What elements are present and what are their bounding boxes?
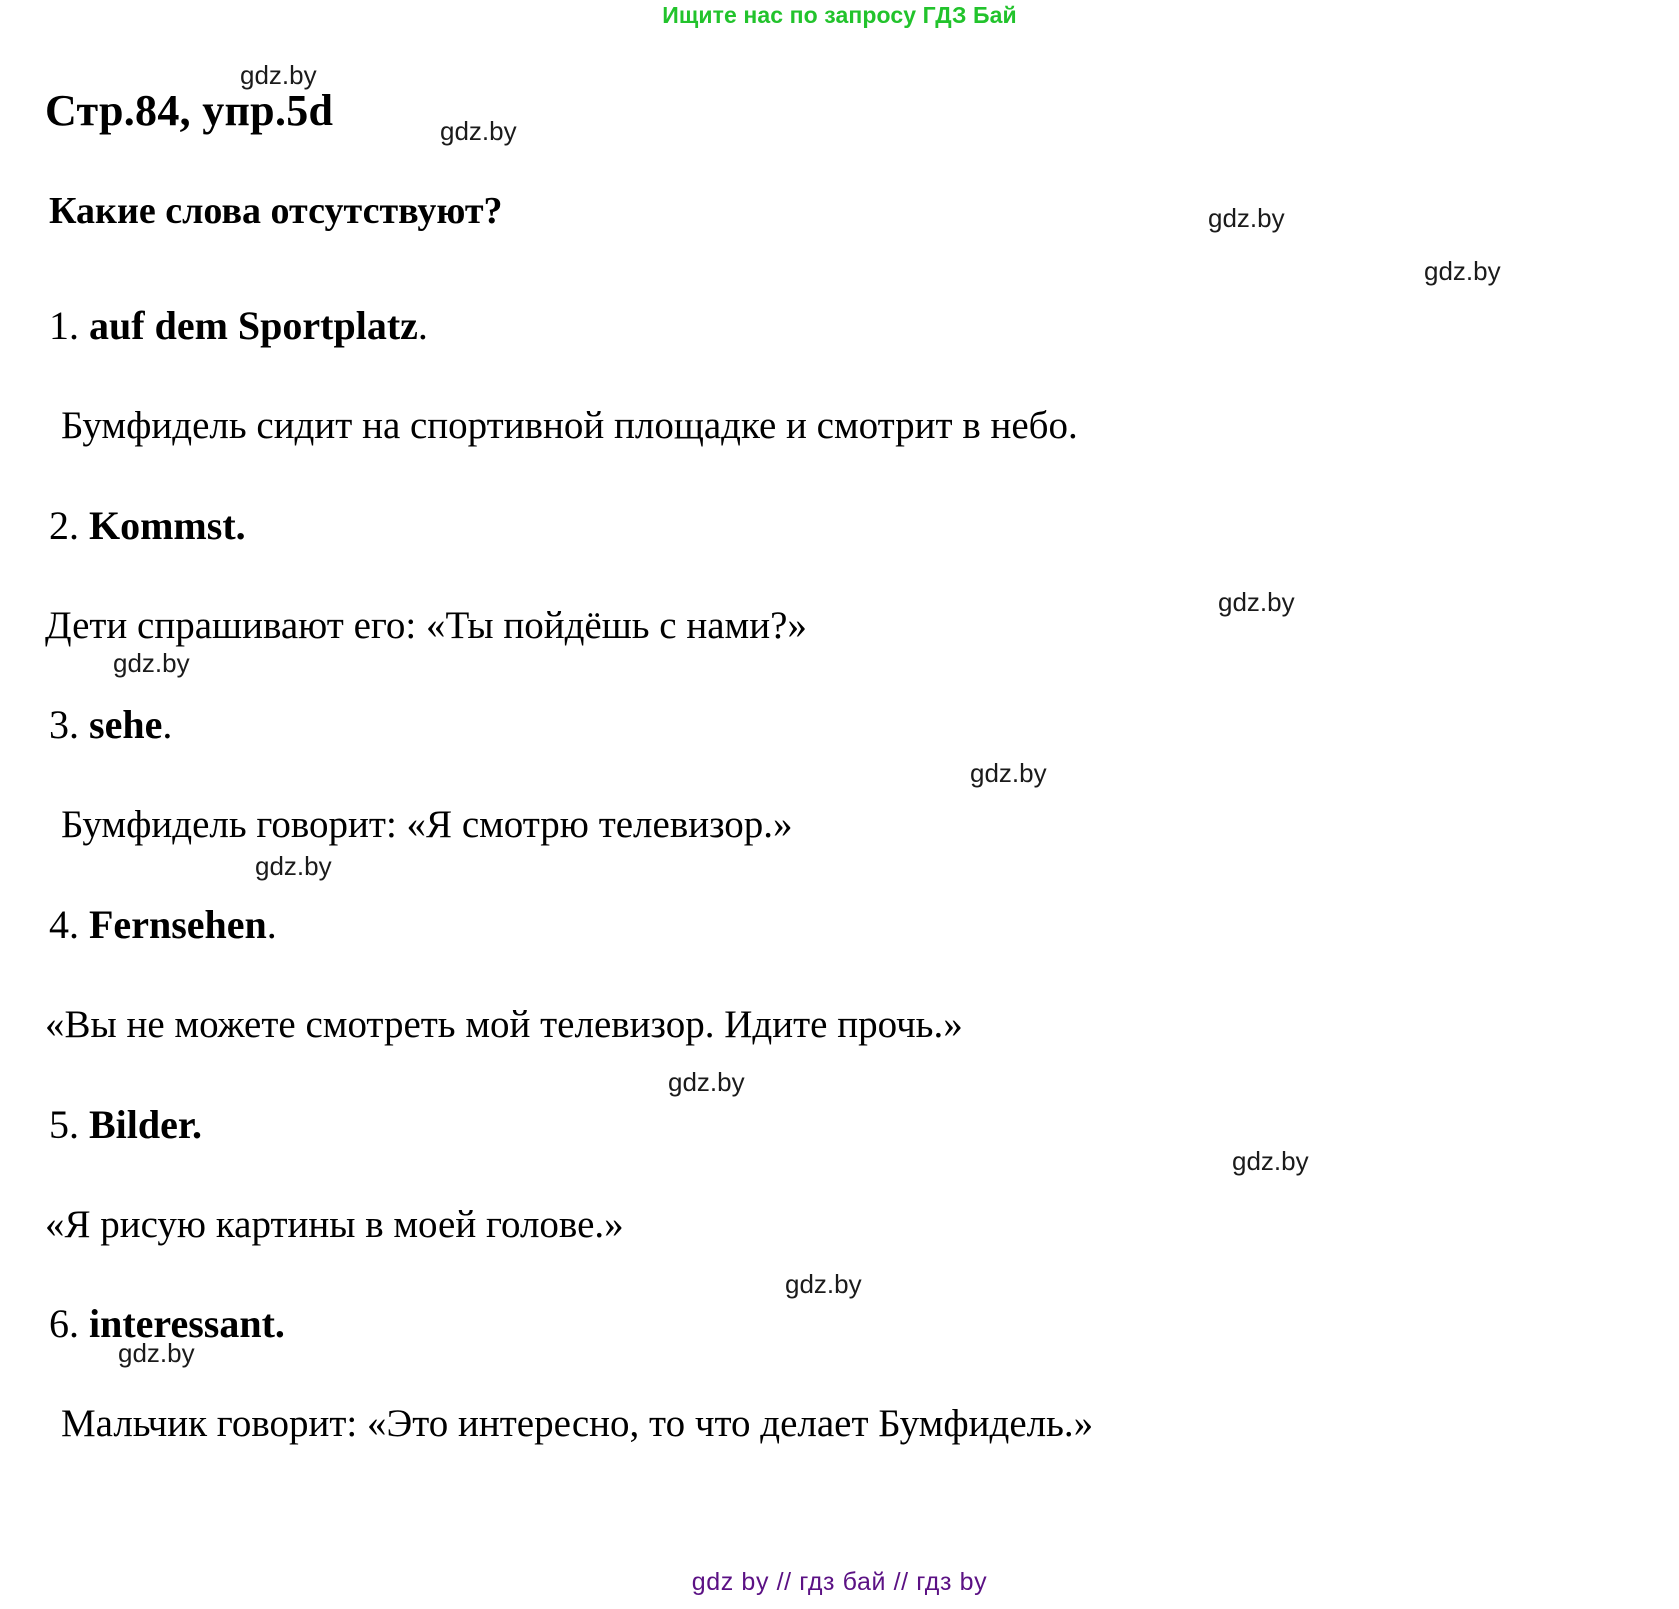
answer-translation-3: Бумфидель говорит: «Я смотрю телевизор.» bbox=[61, 803, 793, 847]
answer-word-1: auf dem Sportplatz bbox=[89, 303, 418, 349]
watermark: gdz.by bbox=[113, 648, 190, 678]
answer-word-6: interessant. bbox=[89, 1301, 285, 1347]
answer-key-4 bbox=[49, 903, 1585, 947]
answer-word-3: sehe bbox=[89, 702, 163, 748]
answer-number-2: 2. bbox=[49, 502, 79, 548]
answer-word-2: Kommst. bbox=[89, 502, 246, 548]
answer-number-6: 6. bbox=[49, 1301, 79, 1347]
watermark: gdz.by bbox=[440, 116, 517, 146]
answer-key-3 bbox=[49, 703, 1585, 747]
watermark: gdz.by bbox=[1208, 203, 1285, 233]
answer-key-5 bbox=[49, 1103, 1585, 1147]
answer-key-1 bbox=[49, 304, 1585, 348]
answer-tail-1: . bbox=[417, 303, 428, 349]
answer-tail-4: . bbox=[266, 902, 277, 948]
exercise-question: Какие слова отсутствуют? bbox=[49, 190, 503, 233]
answer-item-4 bbox=[45, 903, 1585, 1047]
promo-banner: Ищите нас по запросу ГДЗ Бай bbox=[662, 2, 1017, 28]
watermark: gdz.by bbox=[1218, 587, 1295, 617]
answer-translation-2: Дети спрашивают его: «Ты пойдёшь с нами?» bbox=[45, 603, 807, 647]
answer-item-5 bbox=[45, 1103, 1585, 1247]
watermark: gdz.by bbox=[785, 1269, 862, 1299]
watermark: gdz.by bbox=[118, 1338, 195, 1368]
answer-word-4: Fernsehen bbox=[89, 902, 267, 948]
answer-item-2 bbox=[45, 504, 1585, 648]
answer-number-4: 4. bbox=[49, 902, 79, 948]
answer-number-5: 5. bbox=[49, 1101, 79, 1147]
footer-credit: gdz by // гдз бай // гдз by bbox=[691, 1568, 988, 1596]
answer-word-5: Bilder. bbox=[89, 1101, 202, 1147]
answer-number-1: 1. bbox=[49, 303, 79, 349]
answer-key-2 bbox=[49, 504, 1585, 548]
answer-item-6 bbox=[45, 1302, 1585, 1446]
answer-key-6 bbox=[49, 1302, 1585, 1346]
answer-item-1 bbox=[45, 304, 1585, 448]
watermark: gdz.by bbox=[970, 758, 1047, 788]
watermark: gdz.by bbox=[255, 851, 332, 881]
answer-translation-6: Мальчик говорит: «Это интересно, то что делает Бумфидель.» bbox=[61, 1402, 1094, 1446]
exercise-reference: Стр.84, упр.5d bbox=[45, 86, 334, 135]
answer-translation-4: «Вы не можете смотреть мой телевизор. Идите прочь.» bbox=[45, 1003, 963, 1047]
watermark: gdz.by bbox=[668, 1067, 745, 1097]
answer-item-3 bbox=[45, 703, 1585, 847]
watermark: gdz.by bbox=[1232, 1146, 1309, 1176]
answer-number-3: 3. bbox=[49, 702, 79, 748]
watermark: gdz.by bbox=[1424, 256, 1501, 286]
watermark: gdz.by bbox=[240, 60, 317, 90]
answer-translation-1: Бумфидель сидит на спортивной площадке и смотрит в небо. bbox=[61, 404, 1078, 448]
answer-tail-3: . bbox=[162, 702, 173, 748]
answer-translation-5: «Я рисую картины в моей голове.» bbox=[45, 1202, 624, 1246]
